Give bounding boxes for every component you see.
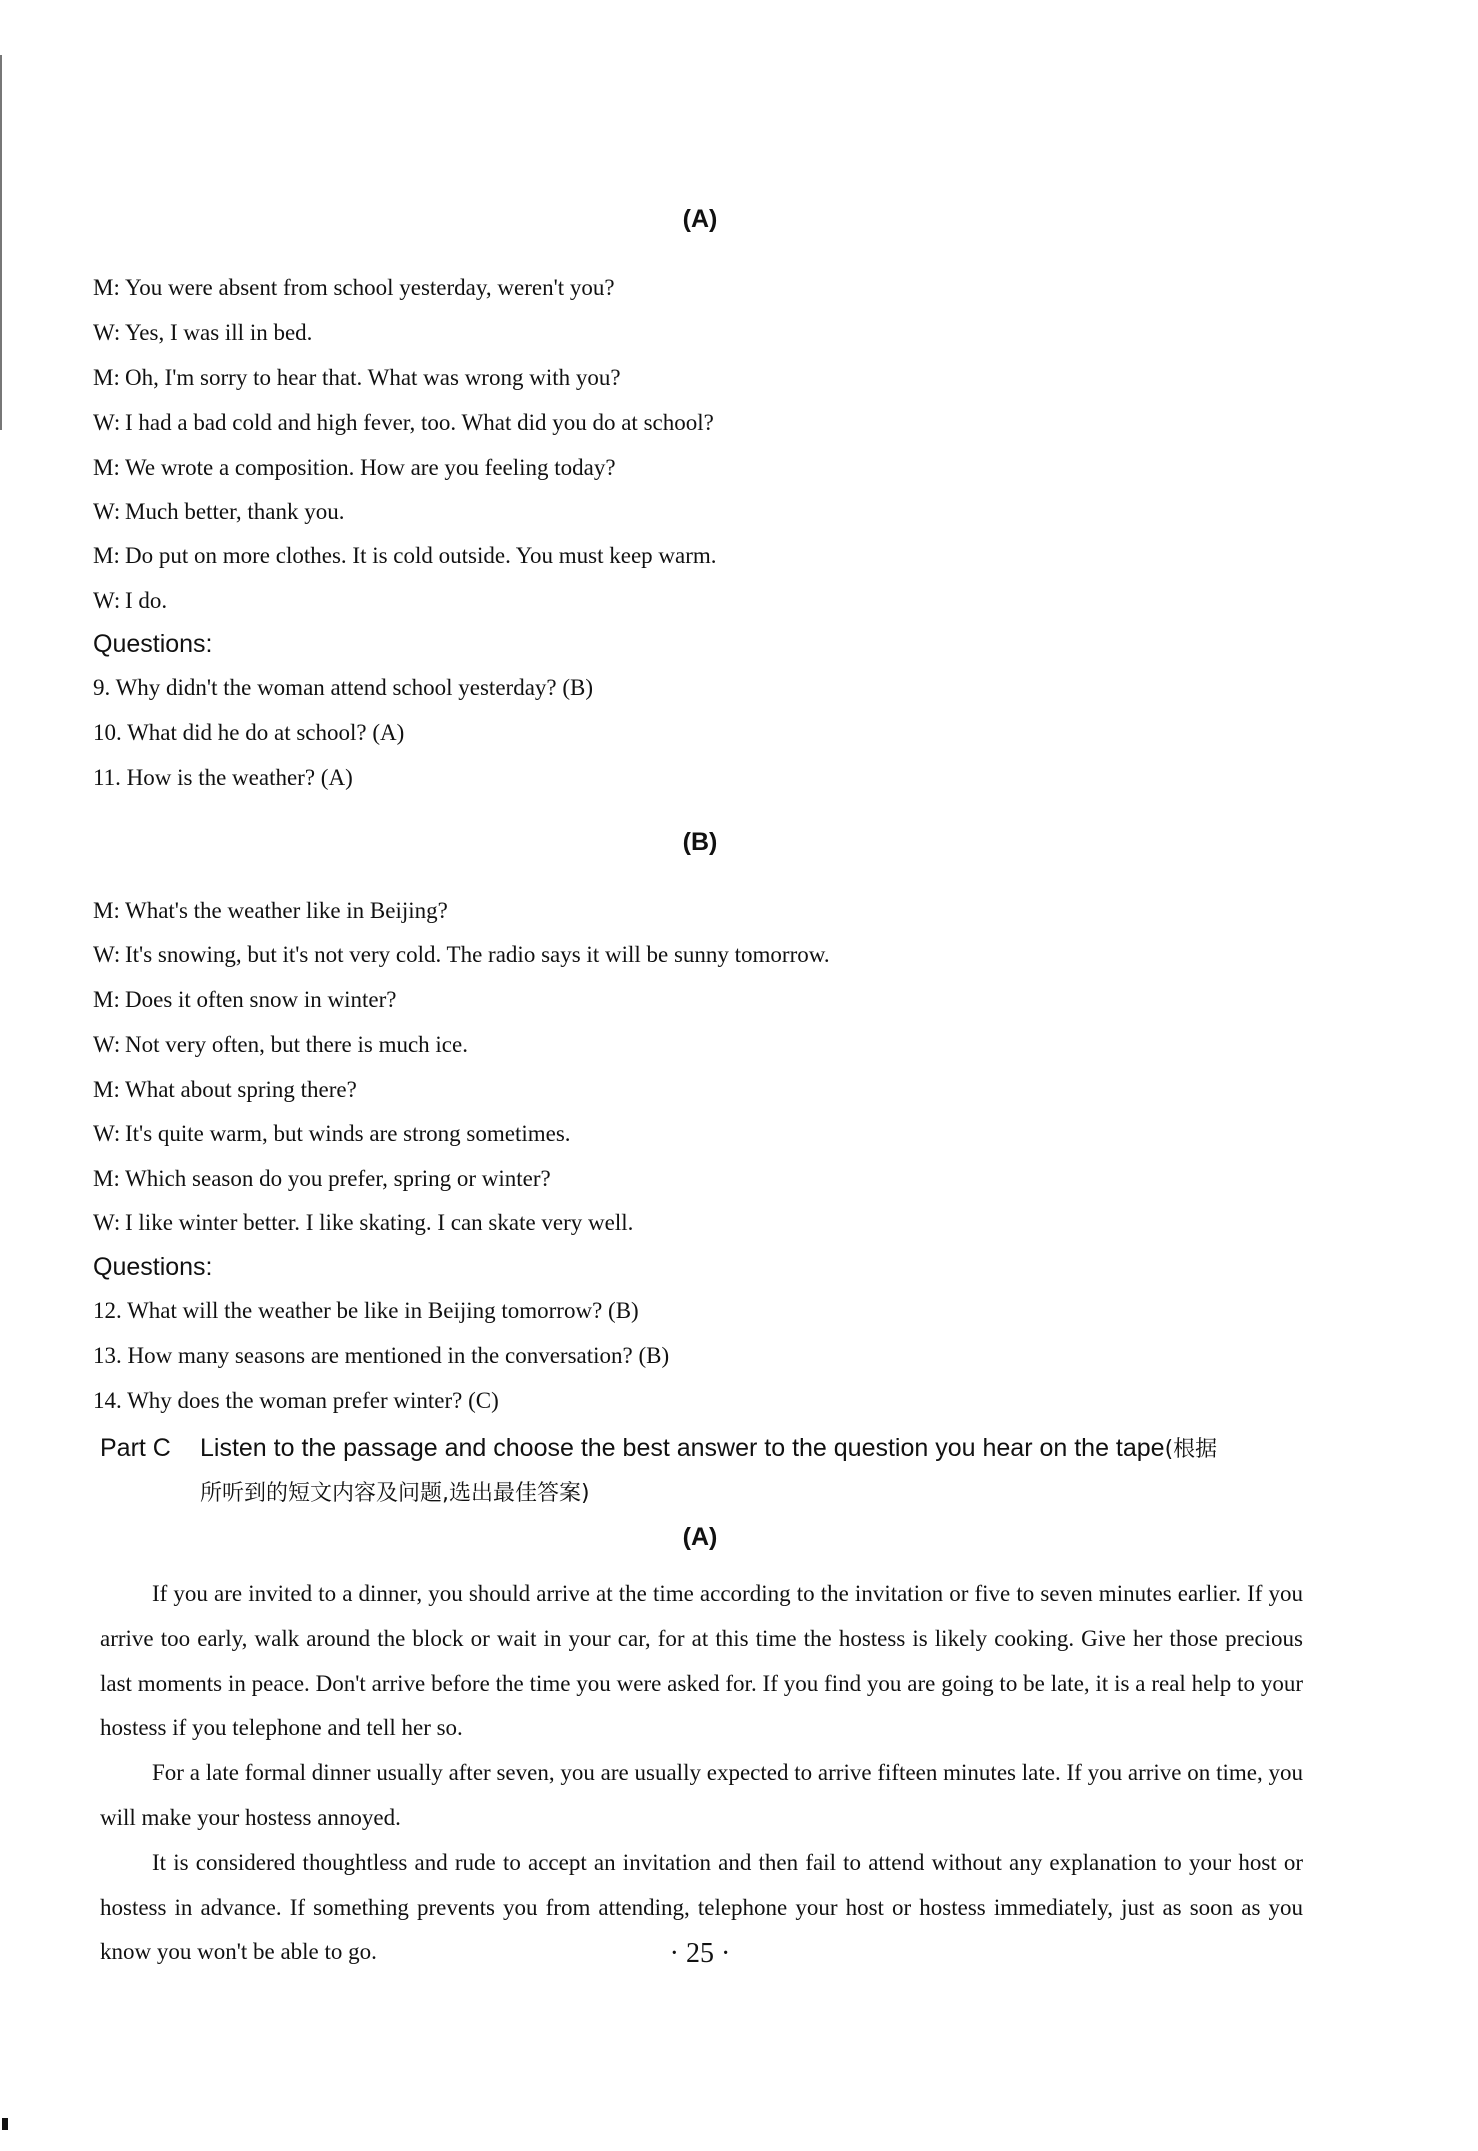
dialog-line [93,499,344,525]
dialog-line [93,365,621,391]
speaker: M: [93,1166,120,1191]
speaker: M: [93,275,120,300]
speaker: W: [93,499,121,524]
question-item: 14. Why does the woman prefer winter? (C) [93,1388,499,1413]
dialog-line [93,987,396,1013]
utterance: Which season do you prefer, spring or winter? [125,1166,551,1191]
question-item: 13. How many seasons are mentioned in the conversation? (B) [93,1343,670,1368]
scan-mark [2,2118,8,2130]
dialog-line [93,1121,571,1147]
utterance: It's snowing, but it's not very cold. The radio says it will be sunny tomorrow. [125,942,830,967]
utterance: Oh, I'm sorry to hear that. What was wrong with you? [125,365,621,390]
utterance: Yes, I was ill in bed. [125,320,313,345]
passage-a-heading: (A) [682,1523,718,1551]
speaker: M: [93,1077,120,1102]
dialog-line [93,1077,357,1103]
passage-text [100,1572,1303,1975]
question-item: 10. What did he do at school? (A) [93,720,405,745]
questions-label: Questions: [93,1253,213,1281]
utterance: Much better, thank you. [125,499,345,524]
part-c-label: Part C [100,1434,171,1462]
questions-label: Questions: [93,630,213,658]
utterance: It's quite warm, but winds are strong sometimes. [125,1121,571,1146]
question-item: 11. How is the weather? (A) [93,765,353,790]
utterance: I had a bad cold and high fever, too. What did you do at school? [125,410,714,435]
question-item: 9. Why didn't the woman attend school yesterday? (B) [93,675,594,700]
dialog-line [93,275,615,301]
speaker: W: [93,1210,121,1235]
dialog-line [93,543,717,569]
utterance: Does it often snow in winter? [125,987,397,1012]
speaker: M: [93,455,120,480]
utterance: We wrote a composition. How are you feeling today? [125,455,616,480]
speaker: W: [93,1032,121,1057]
utterance: Do put on more clothes. It is cold outside. You must keep warm. [125,543,717,568]
speaker: W: [93,942,121,967]
scan-edge-line [0,55,2,430]
dialog-line [93,1210,633,1236]
part-c-instruction-cn-open: (根据 [1164,1437,1218,1462]
utterance: What about spring there? [125,1077,357,1102]
question-item: 12. What will the weather be like in Beijing tomorrow? (B) [93,1298,639,1323]
utterance: I like winter better. I like skating. I can skate very well. [125,1210,634,1235]
part-c-instruction-cn: 所听到的短文内容及问题,选出最佳答案) [200,1481,590,1506]
dialog-a-heading: (A) [682,205,718,233]
dialog-line [93,942,830,968]
dialog-b-heading: (B) [682,828,718,856]
speaker: M: [93,365,120,390]
speaker: W: [93,1121,121,1146]
dialog-line [93,1032,468,1058]
page-number: · 25 · [669,1938,731,1969]
passage-paragraph: It is considered thoughtless and rude to accept an invitation and then fail to attend without any explanation to your host or hostess in advance. If something prevents you from attending, telephone your host or hostess immediately, just as soon as you know you won't be able to go. [100,1849,1303,1965]
dialog-line [93,898,448,924]
utterance: What's the weather like in Beijing? [125,898,448,923]
speaker: W: [93,588,121,613]
speaker: W: [93,320,121,345]
passage-paragraph: If you are invited to a dinner, you should arrive at the time according to the invitation or five to seven minutes earlier. If you arrive too early, walk around the block or wait in your car, for at this time the hostess is likely cooking. Give her those precious last moments in peace. Don't arrive before the time you were asked for. If you find you are going to be late, it is a real help to your hostess if you telephone and tell her so. [100,1581,1303,1741]
passage-paragraph: For a late formal dinner usually after seven, you are usually expected to arrive fifteen minutes late. If you arrive on time, you will make your hostess annoyed. [100,1760,1303,1830]
dialog-line [93,455,616,481]
utterance: Not very often, but there is much ice. [125,1032,468,1057]
speaker: M: [93,898,120,923]
part-c-instruction-text: Listen to the passage and choose the best answer to the question you hear on the tape [200,1434,1165,1462]
utterance: I do. [125,588,168,613]
speaker: M: [93,543,120,568]
part-c-instruction [100,1426,1360,1516]
dialog-line [93,588,167,614]
dialog-line [93,410,714,436]
speaker: W: [93,410,121,435]
dialog-line [93,1166,551,1192]
speaker: M: [93,987,120,1012]
dialog-line [93,320,312,346]
utterance: You were absent from school yesterday, weren't you? [125,275,615,300]
